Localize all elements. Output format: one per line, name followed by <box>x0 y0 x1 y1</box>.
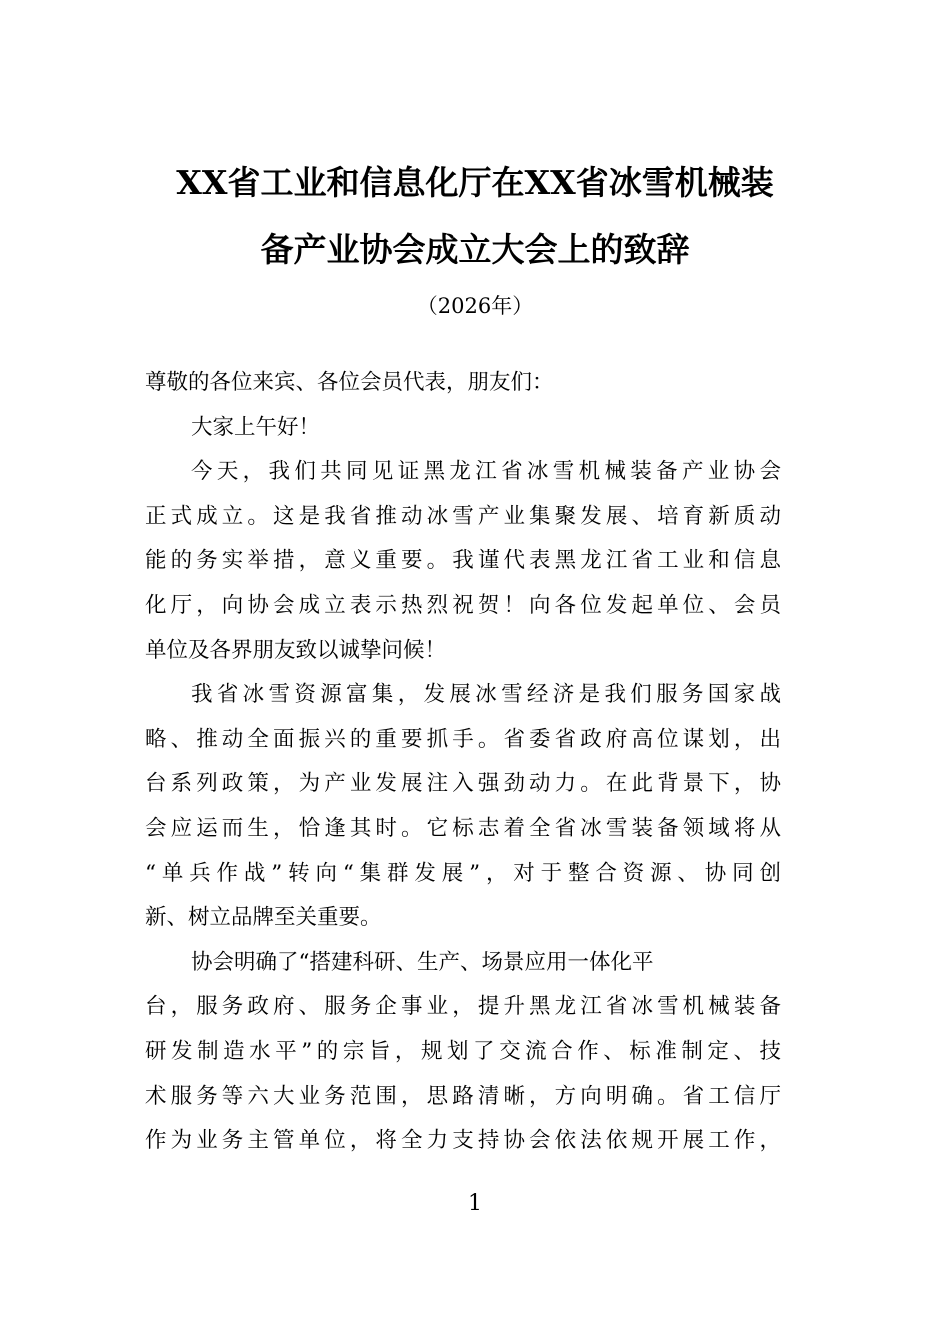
body-text-line: 大家上午好！ <box>191 414 321 440</box>
body-text-line: 台系列政策，为产业发展注入强劲动力。在此背景下，协 <box>145 771 781 797</box>
body-text-line: 略、推动全面振兴的重要抓手。省委省政府高位谋划，出 <box>145 726 781 752</box>
body-text-line: 尊敬的各位来宾、各位会员代表，朋友们： <box>145 370 554 395</box>
body-text-line: 台，服务政府、服务企事业，提升黑龙江省冰雪机械装备 <box>145 994 781 1020</box>
document-body <box>145 361 781 1164</box>
body-text-line: 新、树立品牌至关重要。 <box>145 905 382 931</box>
body-text-line: 研发制造水平”的宗旨，规划了交流合作、标准制定、技 <box>145 1038 781 1064</box>
body-text-line: 单位及各界朋友致以诚挚问候！ <box>145 637 447 663</box>
body-text-line: 协会明确了“搭建科研、生产、场景应用一体化平 <box>191 949 654 975</box>
document-title-line-1: XX省工业和信息化厅在XX省冰雪机械装 <box>176 163 774 202</box>
body-text-line: 能的务实举措，意义重要。我谨代表黑龙江省工业和信息 <box>145 548 781 574</box>
body-text-line: 作为业务主管单位，将全力支持协会依法依规开展工作， <box>145 1128 781 1154</box>
body-text-line: 会应运而生，恰逢其时。它标志着全省冰雪装备领域将从 <box>145 815 781 841</box>
body-text-line: “单兵作战”转向“集群发展”，对于整合资源、协同创 <box>145 860 781 886</box>
body-text-line: 化厅，向协会成立表示热烈祝贺！向各位发起单位、会员 <box>145 592 781 618</box>
body-text-line: 我省冰雪资源富集，发展冰雪经济是我们服务国家战 <box>191 682 781 708</box>
body-text-line: 今天，我们共同见证黑龙江省冰雪机械装备产业协会 <box>191 459 781 485</box>
document-year: （2026年） <box>416 294 534 318</box>
body-text-line: 正式成立。这是我省推动冰雪产业集聚发展、培育新质动 <box>145 503 781 529</box>
document-title-line-2: 备产业协会成立大会上的致辞 <box>260 230 690 269</box>
body-text-line: 术服务等六大业务范围，思路清晰，方向明确。省工信厅 <box>145 1083 781 1109</box>
page-number: 1 <box>468 1191 482 1216</box>
